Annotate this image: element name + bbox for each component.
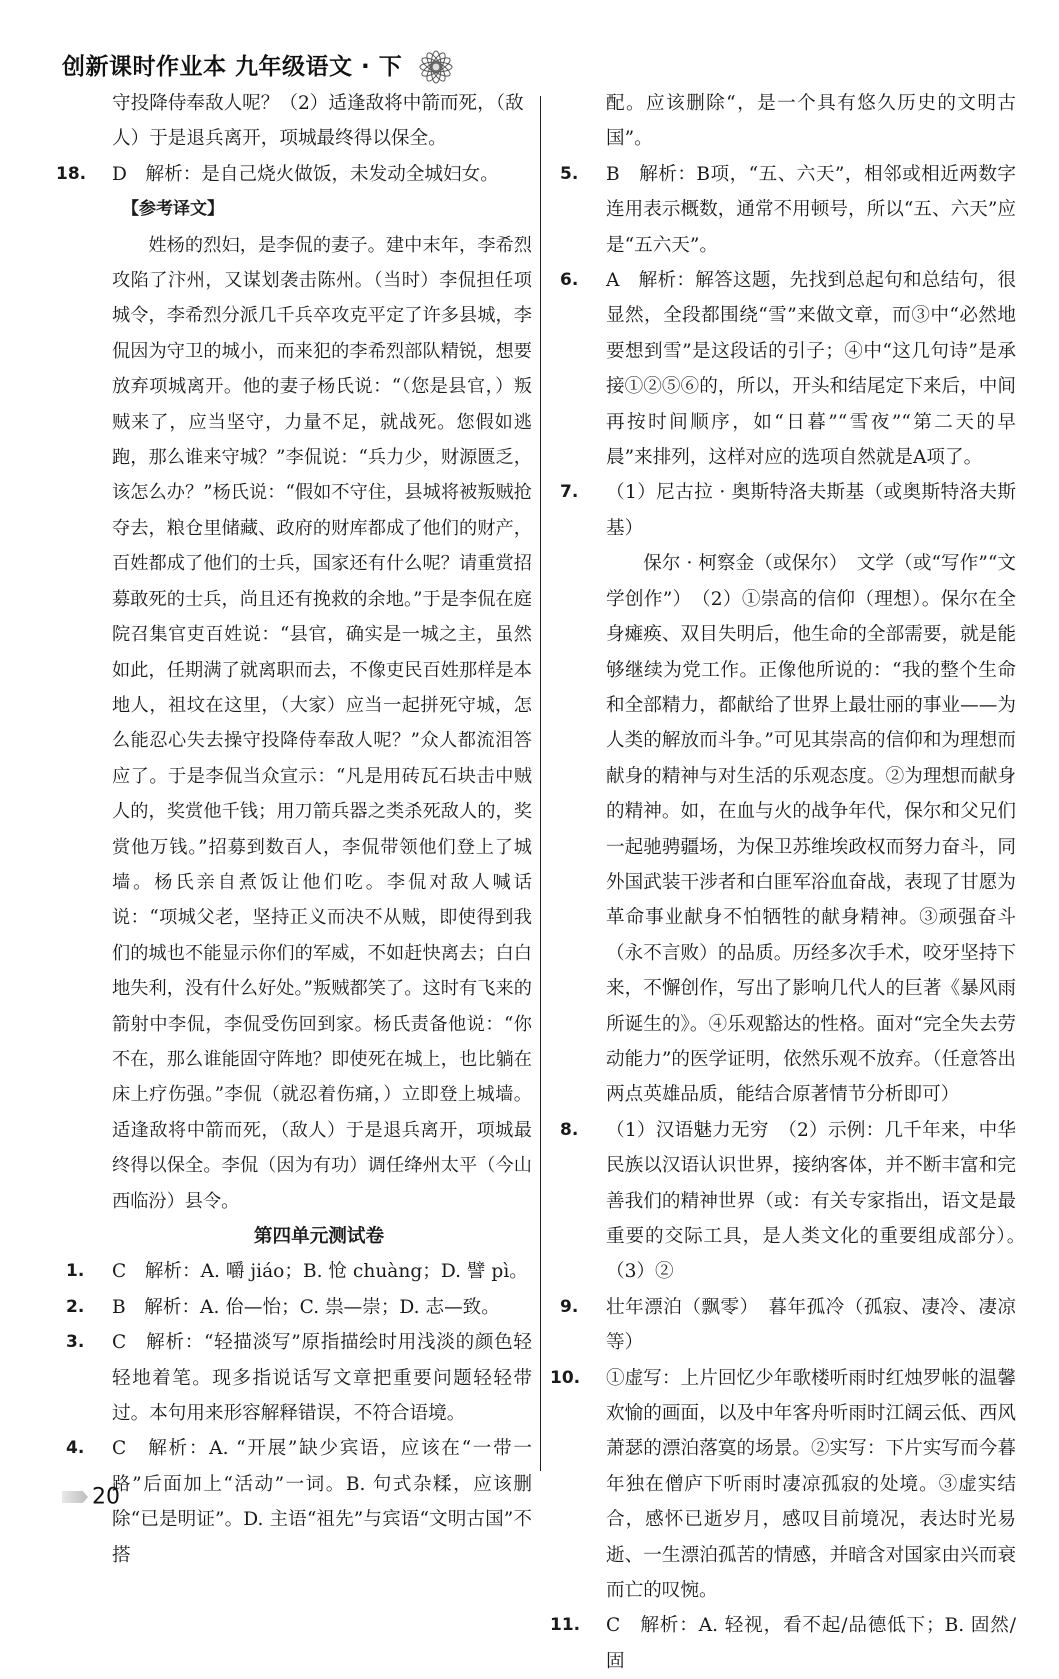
answer-text: B 解析：B项，“五、六天”，相邻或相近两数字连用表示概数，通常不用顿号，所以“五、六天”应是“五六天”。 — [606, 163, 1016, 256]
answer-number: 5. — [560, 163, 579, 184]
left-column — [56, 86, 532, 1573]
answer-2 — [66, 1290, 532, 1325]
answer-text: （1）尼古拉 · 奥斯特洛夫斯基（或奥斯特洛夫斯基） — [606, 482, 1016, 539]
answer-number: 10. — [550, 1367, 581, 1388]
reference-translation: 姓杨的烈妇，是李侃的妻子。建中末年，李希烈攻陷了汴州，又谋划袭击陈州。（当时）李侃担任项城令，李希烈分派几千兵卒攻克平定了许多县城，李侃因为守卫的城小，而来犯的李希烈部队精锐，想要放弃项城离开。他的妻子杨氏说：“（您是县官，）叛贼来了，应当坚守，力量不足，就战死。您假如逃跑，那么谁来守城？”李侃说：“兵力少，财源匮乏，该怎么办？”杨氏说：“假如不守住，县城将被叛贼抢夺去，粮仓里储藏、政府的财库都成了他们的财产，百姓都成了他们的士兵，国家还有什么呢？请重赏招募敢死的士兵，尚且还有挽救的余地。”于是李侃在庭院召集官吏百姓说：“县官，确实是一城之主，虽然如此，任期满了就离职而去，不像吏民百姓那样是本地人，祖坟在这里，（大家）应当一起拼死守城，怎么能忍心失去操守投降侍奉敌人呢？”众人都流泪答应了。于是李侃当众宣示：“凡是用砖瓦石块击中贼人的，奖赏他千钱；用刀箭兵器之类杀死敌人的，奖赏他万钱。”招募到数百人，李侃带领他们登上了城墙。杨氏亲自煮饭让他们吃。李侃对敌人喊话说：“项城父老，坚持正义而决不从贼，即使得到我们的城也不能显示你们的军威，不如赶快离去；白白地失利，没有什么好处。”叛贼都笑了。这时有飞来的箭射中李侃，李侃受伤回到家。杨氏责备他说：“你不在，那么谁能固守阵地？即使死在城上，也比躺在床上疗伤强。”李侃（就忍着伤痛，）立即登上城墙。适逢敌将中箭而死，（敌人）于是退兵离开，项城最终得以保全。李侃（因为有功）调任绛州太平（今山西临汾）县令。 — [112, 234, 532, 1212]
answer-4 — [66, 1431, 532, 1573]
answer-text: 壮年漂泊（飘零） 暮年孤冷（孤寂、凄冷、凄凉等） — [606, 1296, 1016, 1354]
answer-number: 8. — [560, 1119, 579, 1140]
answer-3 — [66, 1325, 532, 1431]
page-number — [62, 1484, 120, 1516]
page-header — [62, 44, 542, 92]
answer-number: 7. — [560, 482, 579, 503]
answer-number: 2. — [66, 1296, 85, 1317]
column-divider — [540, 96, 541, 1471]
answer-text: C 解析：“轻描淡写”原指描绘时用浅淡的颜色轻轻地着笔。现多指说话写文章把重要问题轻轻带过。本句用来形容解释错误，不符合语境。 — [112, 1332, 532, 1425]
flower-icon — [413, 44, 459, 90]
answer-text: C 解析：A. 嚼 jiáo；B. 怆 chuàng；D. 譬 pì。 — [112, 1261, 528, 1283]
answer-6 — [560, 263, 1016, 475]
book-title: 创新课时作业本 九年级语文 · 下 — [62, 54, 403, 80]
answer-1 — [66, 1254, 532, 1289]
page-number-text: 20 — [92, 1484, 120, 1510]
answer-text: B 解析：A. 佁—怡；C. 祟—崇；D. 志—致。 — [112, 1296, 500, 1318]
continued-line: 守投降侍奉敌人呢？（2）适逢敌将中箭而死，（敌 — [112, 93, 524, 114]
answer-number: 6. — [560, 270, 579, 291]
continued-text: 配。应该删除“，是一个具有悠久历史的文明古国”。 — [606, 93, 1016, 150]
arrow-icon — [62, 1491, 88, 1503]
answer-text: C 解析：A. 轻视，看不起/品德低下；B. 固然/固 — [606, 1615, 1016, 1672]
answer-number: 1. — [66, 1261, 85, 1282]
answer-number: 9. — [560, 1296, 579, 1317]
right-column — [550, 86, 1035, 1679]
answer-8 — [560, 1113, 1035, 1290]
answer-text: C 解析：A. “开展”缺少宾语，应该在“一带一路”后面加上“活动”一词。B. 句式杂糅，应该删除“已是明证”。D. 主语“祖先”与宾语“文明古国”不搭 — [112, 1438, 532, 1566]
answer-number: 11. — [550, 1615, 581, 1636]
answer-5 — [560, 157, 1016, 263]
answer-10 — [550, 1361, 1016, 1609]
answer-9 — [560, 1290, 1016, 1361]
section-title: 第四单元测试卷 — [253, 1226, 385, 1247]
answer-11 — [550, 1608, 1016, 1679]
answer-number: 4. — [66, 1438, 85, 1459]
reference-translation-heading: 【参考译文】 — [122, 199, 224, 220]
answer-number: 18. — [56, 163, 87, 184]
answer-text: A 解析：解答这题，先找到总起句和总结句，很显然，全段都围绕“雪”来做文章，而③中“必然地要想到雪”是这段话的引子；④中“这几句诗”是承接①②⑤⑥的，所以，开头和结尾定下来后，中间再按时间顺序，如“日暮”“雪夜”“第二天的早晨”来排列，这样对应的选项自然就是A项了。 — [606, 270, 1016, 469]
answer-text: D 解析：是自己烧火做饭，未发动全城妇女。 — [112, 163, 499, 185]
answer-7 — [560, 475, 1016, 546]
answer-text: ①虚写：上片回忆少年歌楼听雨时红烛罗帐的温馨欢愉的画面，以及中年客舟听雨时江阔云低、西风萧瑟的漂泊落寞的场景。②实写：下片实写而今暮年独在僧庐下听雨时凄凉孤寂的处境。③虚实结合，感怀已逝岁月，感叹目前境况，表达时光易逝、一生漂泊孤苦的情感，并暗含对国家由兴而衰而亡的叹惋。 — [606, 1367, 1016, 1602]
answer-text: （1）汉语魅力无穷 （2）示例：几千年来，中华民族以汉语认识世界，接纳客体，并不断丰富和完善我们的精神世界（或：有关专家指出，语文是最重要的交际工具，是人类文化的重要组成部分）。 （3）② — [606, 1119, 1035, 1283]
answer-18 — [56, 157, 532, 192]
continued-line: 人）于是退兵离开，项城最终得以保全。 — [112, 128, 447, 150]
answer-number: 3. — [66, 1332, 85, 1353]
answer-7-continued: 保尔 · 柯察金（或保尔） 文学（或“写作”“文学创作”） （2）①崇高的信仰（理想）。保尔在全身瘫痪、双目失明后，他生命的全部需要，就是能够继续为党工作。正像他所说的：“我的整个生命和全部精力，都献给了世界上最壮丽的事业——为人类的解放而斗争。”可见其崇高的信仰和为理想而献身的精神与对生活的乐观态度。②为理想而献身的精神。如，在血与火的战争年代，保尔和父兄们一起驰骋疆场，为保卫苏维埃政权而努力奋斗，同外国武装干涉者和白匪军浴血奋战，表现了甘愿为革命事业献身不怕牺牲的献身精神。③顽强奋斗（永不言败）的品质。历经多次手术，咬牙坚持下来，不懈创作，写出了影响几代人的巨著《暴风雨所诞生的》。④乐观豁达的性格。面对“完全失去劳动能力”的医学证明，依然乐观不放弃。（任意答出两点英雄品质，能结合原著情节分析即可） — [606, 553, 1016, 1106]
